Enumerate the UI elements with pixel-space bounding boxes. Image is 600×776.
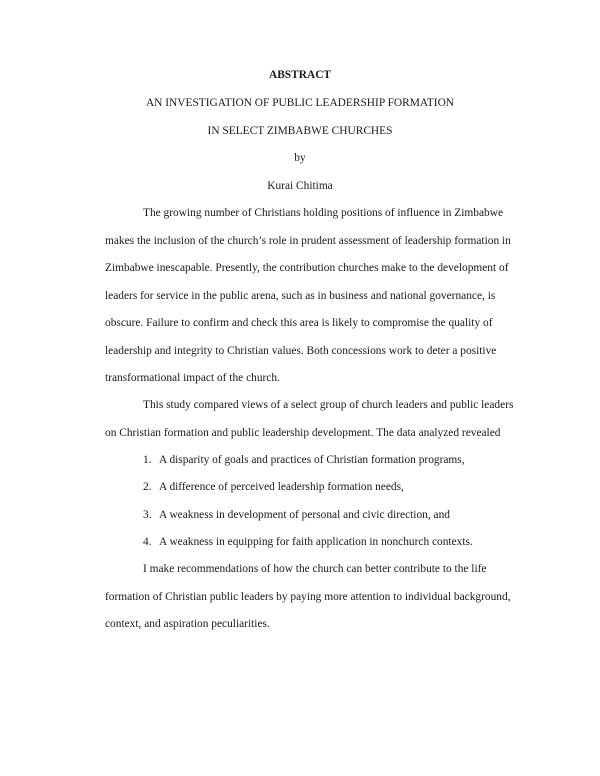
paragraph-2-line: on Christian formation and public leadership development. The data analyzed revealed	[105, 427, 501, 439]
paragraph-1-line: The growing number of Christians holding positions of influence in Zimbabwe	[143, 207, 504, 219]
by-label: by	[294, 152, 306, 164]
thesis-title-line-1: AN INVESTIGATION OF PUBLIC LEADERSHIP FORMATION	[145, 97, 455, 109]
paragraph-1-line: leadership and integrity to Christian values. Both concessions work to deter a positive	[105, 345, 497, 357]
abstract-heading: ABSTRACT	[268, 69, 332, 81]
list-item-text: A weakness in equipping for faith application in nonchurch contexts.	[159, 536, 473, 548]
list-item-number: 3.	[143, 509, 152, 521]
list-item-text: A difference of perceived leadership formation needs,	[159, 481, 404, 493]
list-item-number: 4.	[143, 536, 152, 548]
paragraph-1-line: makes the inclusion of the church’s role in prudent assessment of leadership formation in	[105, 235, 511, 247]
thesis-title-line-2: IN SELECT ZIMBABWE CHURCHES	[207, 125, 393, 137]
paragraph-2-line: This study compared views of a select group of church leaders and public leaders	[143, 399, 514, 411]
paragraph-3-line: I make recommendations of how the church can better contribute to the life	[143, 563, 487, 575]
list-item-number: 2.	[143, 481, 152, 493]
list-item-text: A disparity of goals and practices of Christian formation programs,	[159, 454, 465, 466]
list-item	[143, 454, 465, 466]
paragraph-3-line: context, and aspiration peculiarities.	[105, 618, 270, 630]
paragraph-1-line: transformational impact of the church.	[105, 372, 280, 384]
author-name: Kurai Chitima	[267, 180, 333, 192]
list-item-text: A weakness in development of personal and civic direction, and	[159, 509, 451, 521]
paragraph-1-line: leaders for service in the public arena, such as in business and national governance, is	[105, 290, 496, 302]
list-item	[143, 481, 404, 493]
paragraph-1-line: obscure. Failure to confirm and check this area is likely to compromise the quality of	[105, 317, 493, 329]
paragraph-3-line: formation of Christian public leaders by paying more attention to individual background,	[105, 591, 511, 603]
list-item-number: 1.	[143, 454, 152, 466]
paragraph-1-line: Zimbabwe inescapable. Presently, the contribution churches make to the development of	[105, 262, 509, 274]
list-item	[143, 509, 450, 521]
list-item	[143, 536, 473, 548]
